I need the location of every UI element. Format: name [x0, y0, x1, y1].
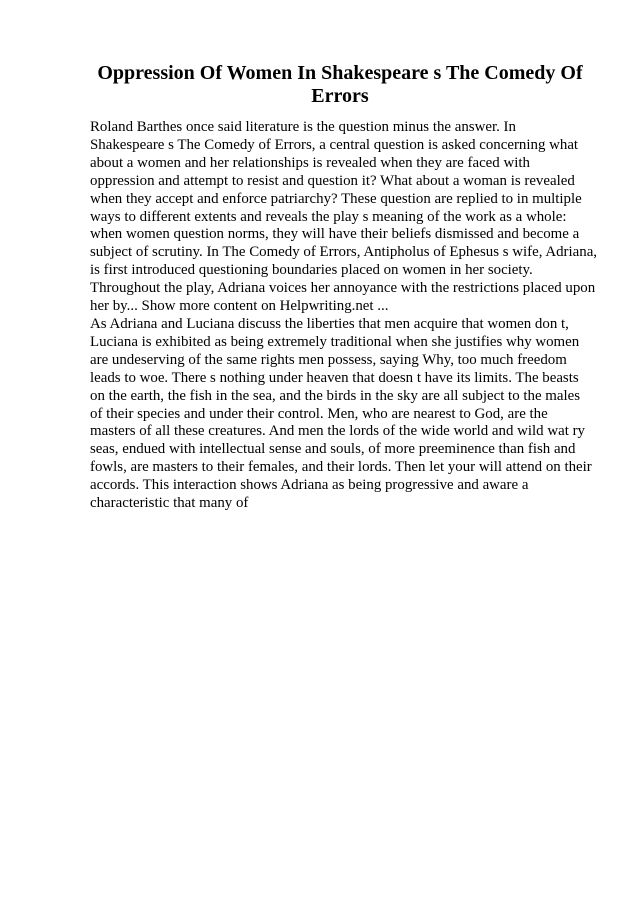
body-line: when they accept and enforce patriarchy? These question are replied to in multiple [90, 190, 582, 207]
body-line: leads to woe. There s nothing under heaven that doesn t have its limits. The beasts [90, 369, 579, 386]
body-line: Throughout the play, Adriana voices her annoyance with the restrictions placed upon [90, 280, 596, 297]
body-line: As Adriana and Luciana discuss the liberties that men acquire that women don t, [90, 315, 569, 332]
body-line: when women question norms, they will have their beliefs dismissed and become a [90, 226, 580, 243]
body-line: Shakespeare s The Comedy of Errors, a central question is asked concerning what [90, 136, 579, 153]
body-line: characteristic that many of [90, 495, 249, 512]
body-line: ways to different extents and reveals the play s meaning of the work as a whole: [90, 208, 567, 225]
body-line: accords. This interaction shows Adriana as being progressive and aware a [90, 477, 529, 494]
body-line: subject of scrutiny. In The Comedy of Errors, Antipholus of Ephesus s wife, Adriana, [90, 244, 598, 261]
body-line: oppression and attempt to resist and question it? What about a woman is revealed [90, 172, 575, 189]
body-line: is first introduced questioning boundaries placed on women in her society. [90, 262, 533, 279]
body-line: Luciana is exhibited as being extremely traditional when she justifies why women [90, 333, 580, 350]
body-line: are undeserving of the same rights men possess, saying Why, too much freedom [90, 351, 567, 368]
body-line: about a women and her relationships is revealed when they are faced with [90, 154, 530, 171]
document-body [90, 119, 610, 513]
body-line: Roland Barthes once said literature is the question minus the answer. In [90, 119, 516, 135]
document-title: Oppression Of Women In Shakespeare s The Comedy Of Errors [97, 62, 583, 107]
body-line: on the earth, the fish in the sea, and the birds in the sky are all subject to the males [90, 387, 581, 404]
body-line: her by... Show more content on Helpwriting.net ... [90, 298, 389, 315]
body-line: fowls, are masters to their females, and their lords. Then let your will attend on their [90, 459, 592, 476]
body-line: of their species and under their control. Men, who are nearest to God, are the [90, 405, 548, 422]
body-line: masters of all these creatures. And men the lords of the wide world and wild wat ry [90, 423, 585, 440]
body-line: seas, endued with intellectual sense and souls, of more preeminence than fish and [90, 441, 576, 458]
